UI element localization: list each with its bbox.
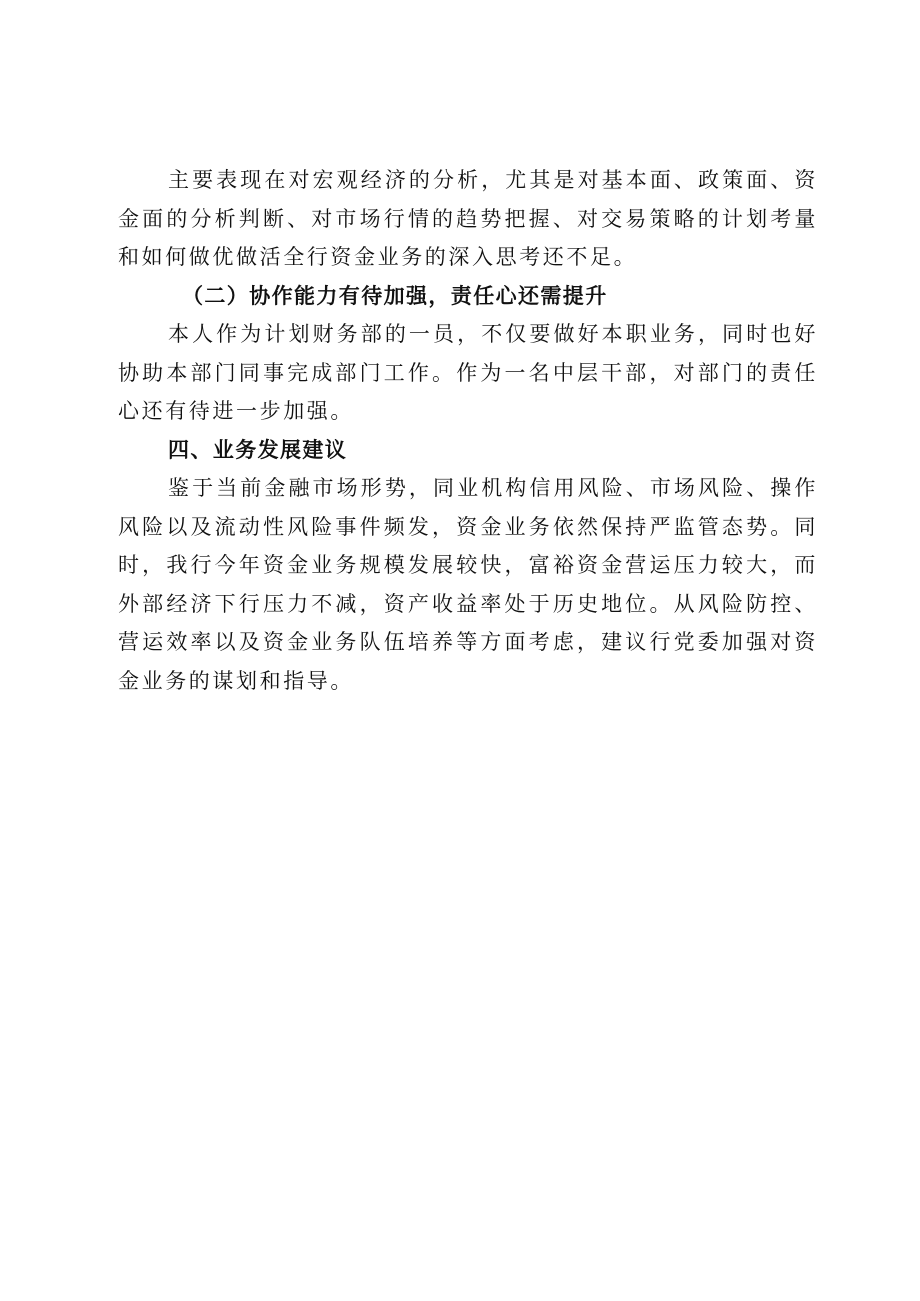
- paragraph-analysis-shortcoming: 主要表现在对宏观经济的分析，尤其是对基本面、政策面、资金面的分析判断、对市场行情的趋势把握、对交易策略的计划考量和如何做优做活全行资金业务的深入思考还不足。: [118, 168, 818, 269]
- document-body: [118, 161, 818, 700]
- paragraph-business-suggestions: 鉴于当前金融市场形势，同业机构信用风险、市场风险、操作风险以及流动性风险事件频发，资金业务依然保持严监管态势。同时，我行今年资金业务规模发展较快，富裕资金营运压力较大，而外部经济下行压力不减，资产收益率处于历史地位。从风险防控、营运效率以及资金业务队伍培养等方面考虑，建议行党委加强对资金业务的谋划和指导。: [118, 476, 818, 693]
- section-heading-business-suggestions: 四、业务发展建议: [168, 437, 348, 462]
- subheading-cooperation: （二）协作能力有待加强，责任心还需提升: [182, 283, 608, 308]
- paragraph-cooperation: 本人作为计划财务部的一员，不仅要做好本职业务，同时也好协助本部门同事完成部门工作。作为一名中层干部，对部门的责任心还有待进一步加强。: [118, 322, 818, 423]
